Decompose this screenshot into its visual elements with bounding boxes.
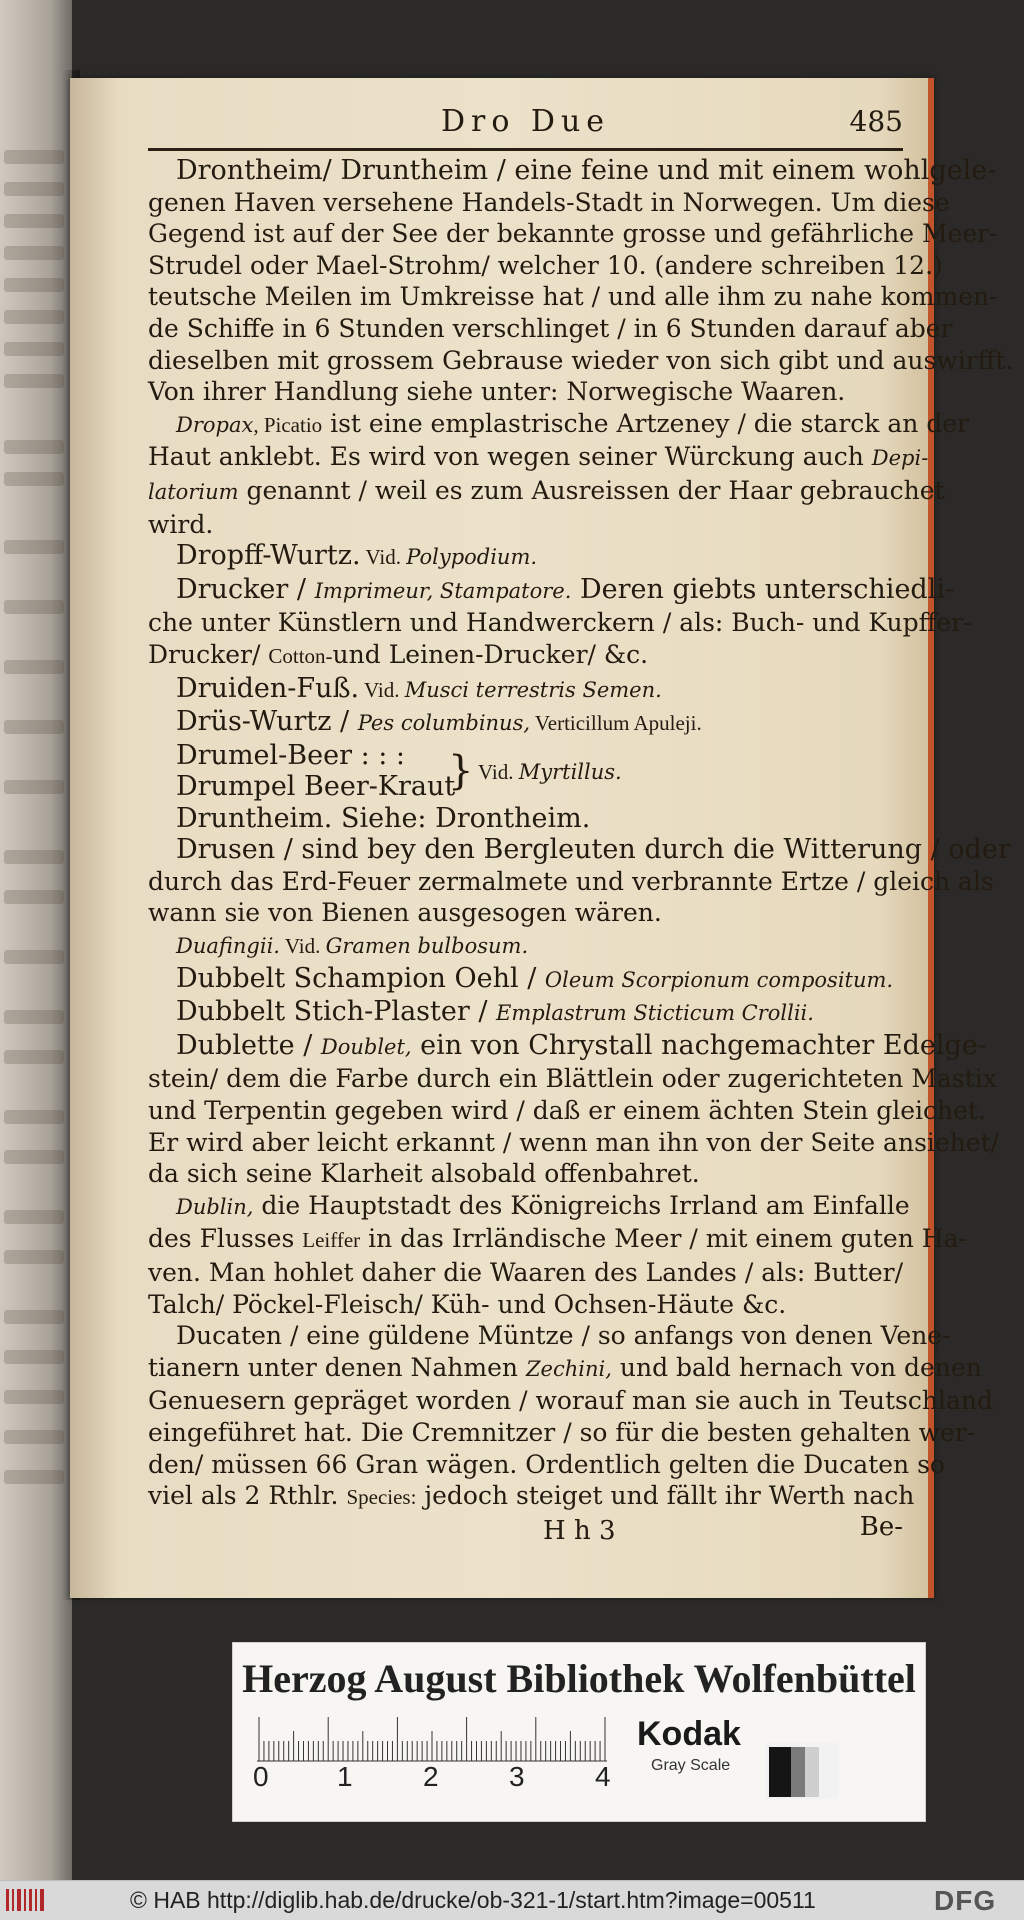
text-line: da sich seine Klarheit alsobald offenbahret. [148, 1159, 700, 1189]
latin-term: Pes columbinus, [357, 711, 531, 736]
text-line: durch das Erd-Feuer zermalmete und verbrannte Ertze / gleich als [148, 866, 994, 896]
headword: Dubbelt Schampion Oehl / [176, 962, 545, 994]
text-line: stein/ dem die Farbe durch ein Blättlein oder zugerichteten Mastix [148, 1064, 997, 1094]
headword: Drumpel Beer-Kraut [176, 770, 456, 802]
ruler-number: 4 [595, 1761, 611, 1792]
text-line: de Schiffe in 6 Stunden verschlinget / in 6 Stunden darauf aber [148, 313, 953, 343]
page-footer [148, 1511, 903, 1550]
roman-term: Species: [346, 1485, 417, 1510]
text-line: Genuesern gepräget worden / worauf man sie auch in Teutschland [148, 1386, 993, 1416]
text-line: dieselben mit grossem Gebrause wieder von sich gibt und auswirfft. [148, 345, 1014, 375]
text-span: Drucker/ [148, 639, 269, 669]
text-span: und bald hernach von denen [611, 1352, 982, 1382]
text-span: ein von Chrystall nachgemachter Edelge- [411, 1029, 987, 1061]
ruler-numbers [253, 1761, 633, 1797]
entry-stich [148, 996, 903, 1030]
entry-drontheim [148, 155, 1014, 408]
entry-drus [148, 706, 903, 740]
latin-term: Emplastrum Sticticum Crollii. [496, 1001, 814, 1026]
entry-dropax [148, 408, 970, 540]
ruler-scale [257, 1717, 607, 1763]
text-line: Ducaten / eine güldene Müntze / so anfangs von denen Vene- [176, 1321, 951, 1351]
headword: Dubbelt Stich-Plaster / [176, 996, 497, 1028]
latin-term: Myrtillus. [518, 759, 622, 784]
text-line: und Terpentin gegeben wird / daß er einem ächten Stein gleichet. [148, 1096, 986, 1126]
text-line: wann sie von Bienen ausgesogen wären. [148, 898, 662, 928]
text-line: Er wird aber leicht erkannt / wenn man ihn von der Seite ansiehet/ [148, 1127, 1000, 1157]
latin-term: Dublin, [176, 1194, 254, 1219]
entry-ducaten [148, 1320, 993, 1514]
latin-term: Depi- [871, 446, 929, 471]
roman-term: , Picatio [253, 412, 323, 437]
text-span: und Leinen-Drucker/ &c. [332, 639, 649, 669]
entry-schampion [148, 963, 903, 997]
headword: Druiden-Fuß. [176, 672, 360, 704]
vid-label: Vid. [279, 934, 326, 959]
latin-term: Polypodium. [406, 545, 538, 570]
gray-scale-label: Gray Scale [651, 1757, 731, 1774]
text-span: genannt / weil es zum Ausreissen der Haar gebrauchet [238, 475, 945, 505]
text-span: Deren giebts unterschiedli- [571, 573, 955, 605]
entry-duafingii [148, 929, 903, 963]
ruler-number: 2 [423, 1761, 439, 1792]
roman-term: Verticillum Apuleji. [530, 711, 702, 736]
card-title: Herzog August Bibliothek Wolfenbüttel [242, 1656, 916, 1701]
credit-bar [0, 1880, 1024, 1920]
latin-term: latorium [148, 479, 239, 504]
running-header [148, 106, 903, 146]
text-span: viel als 2 Rthlr. [148, 1481, 347, 1511]
catchword: Be- [859, 1511, 903, 1542]
text-span: ist eine emplastrische Artzeney / die starck an der [322, 408, 970, 438]
text-span: jedoch steiget und fällt ihr Werth nach [416, 1481, 915, 1511]
vid-label: Vid. [359, 677, 405, 702]
text-line: den/ müssen 66 Gran wägen. Ordentlich gelten die Ducaten so [148, 1449, 945, 1479]
text-line: ven. Man hohlet daher die Waaren des Landes / als: Butter/ [148, 1258, 904, 1287]
entry-drusen [148, 834, 1011, 929]
latin-term: Oleum Scorpionum compositum. [544, 967, 894, 992]
gray-swatch [765, 1743, 839, 1799]
text-line: Von ihrer Handlung siehe unter: Norwegische Waaren. [148, 377, 846, 407]
headword: Drumel-Beer : : : [176, 739, 406, 771]
headword: Dropff-Wurtz. [176, 540, 361, 572]
text-line: Strudel oder Mael-Strohm/ welcher 10. (andere schreiben 12.) [148, 250, 943, 280]
text-span: tianern unter denen Nahmen [148, 1352, 526, 1382]
headword: Dublette / [176, 1029, 321, 1061]
entry-drumel [148, 740, 903, 803]
text-span: Haut anklebt. Es wird von wegen seiner Würckung auch [148, 442, 872, 472]
entry-dropff [148, 540, 903, 574]
latin-term: Zechini, [525, 1356, 612, 1381]
copyright-link[interactable]: © HAB http://diglib.hab.de/drucke/ob-321-1/start.htm?image=00511 [130, 1887, 816, 1913]
text-line: wird. [148, 509, 214, 539]
ruler-number: 3 [509, 1761, 525, 1792]
text-span: des Flusses [148, 1224, 303, 1254]
book-page [70, 78, 1014, 1598]
ruler-number: 1 [337, 1761, 353, 1792]
latin-term: Duafingii. [176, 934, 280, 959]
barcode-logo-icon [6, 1889, 46, 1911]
text-line: Drusen / sind bey den Bergleuten durch die Witterung / oder [176, 834, 1011, 866]
vid-label: Vid. [360, 545, 407, 570]
brace-glyph: } [448, 747, 474, 794]
latin-term: Dropax [176, 412, 254, 437]
text-line: Gegend ist auf der See der bekannte grosse und gefährliche Meer- [148, 219, 998, 249]
ruler-number: 0 [253, 1761, 269, 1792]
header-rule [148, 148, 903, 151]
text-line: teutsche Meilen im Umkreisse hat / und alle ihm zu nahe kommen- [148, 282, 998, 312]
entry-druntheim: Druntheim. Siehe: Drontheim. [176, 802, 591, 834]
text-span: die Hauptstadt des Königreichs Irrland am Einfalle [253, 1190, 910, 1220]
header-words: Dro Due [440, 104, 611, 139]
headword: Drüs-Wurtz / [176, 706, 358, 738]
page-number: 485 [849, 105, 903, 138]
headword: Drucker / [176, 573, 315, 605]
entry-drucker [148, 573, 972, 673]
page-text [148, 104, 1014, 1550]
entry-dublette [148, 1029, 1000, 1190]
signature-mark: H h 3 [543, 1515, 616, 1546]
latin-term: Gramen bulbosum. [325, 934, 529, 959]
text-line: Drontheim/ Druntheim / eine feine und mit einem wohlgele- [176, 155, 997, 186]
text-span: in das Irrländische Meer / mit einem guten Ha- [360, 1224, 967, 1254]
roman-term: Cotton- [268, 643, 333, 668]
roman-term: Leiffer [302, 1228, 361, 1253]
dfg-logo: DFG [934, 1885, 997, 1916]
latin-term: Doublet, [320, 1034, 412, 1059]
color-calibration-card [232, 1642, 926, 1822]
text-line: Talch/ Pöckel-Fleisch/ Küh- und Ochsen-Häute &c. [148, 1289, 787, 1319]
text-line: eingeführet hat. Die Cremnitzer / so für die besten gehalten wer- [148, 1417, 976, 1447]
kodak-logo: Kodak [637, 1715, 741, 1753]
vid-label: Vid. [478, 759, 519, 784]
entry-druiden [148, 673, 903, 707]
latin-term: Musci terrestris Semen. [404, 677, 662, 702]
text-line: genen Haven versehene Handels-Stadt in Norwegen. Um diese [148, 187, 950, 217]
entry-dublin [148, 1190, 967, 1320]
text-line: che unter Künstlern und Handwerckern / als: Buch- und Kupffer- [148, 608, 972, 638]
latin-term: Imprimeur, Stampatore. [314, 578, 572, 603]
